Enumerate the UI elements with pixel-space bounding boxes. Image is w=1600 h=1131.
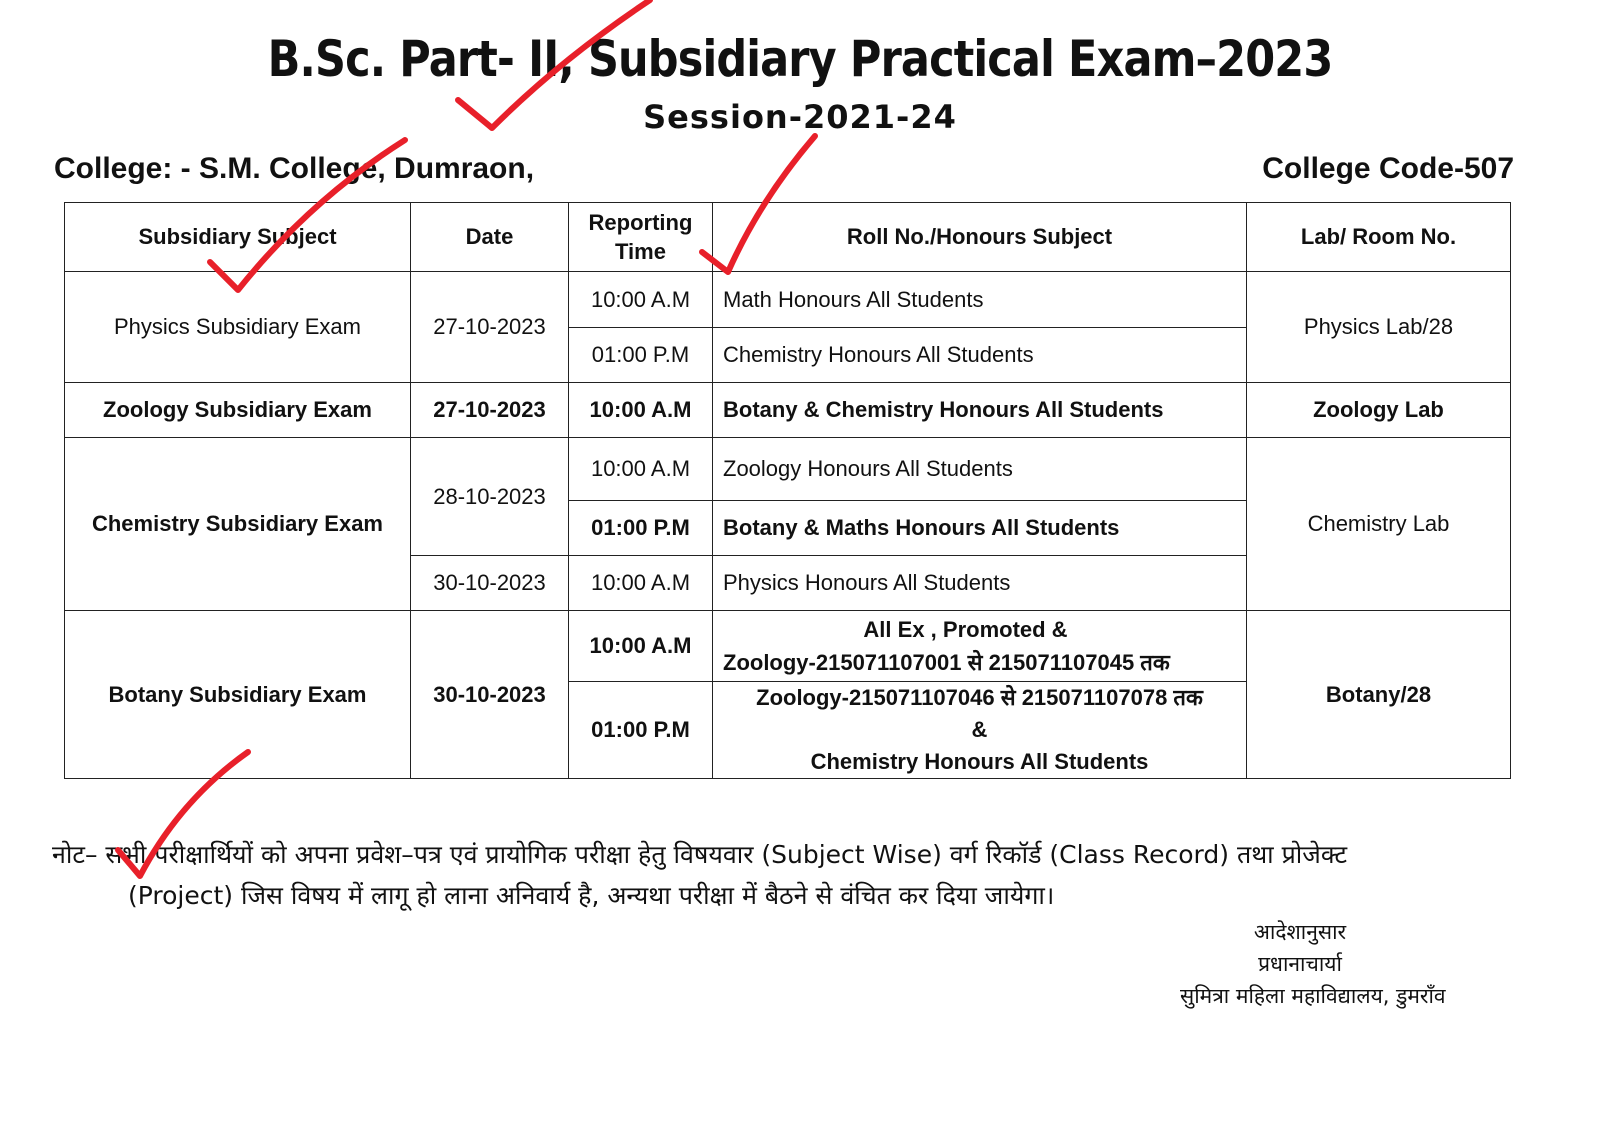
botany-lab: Botany/28 xyxy=(1247,611,1511,779)
signature-line-1: आदेशानुसार xyxy=(1253,920,1347,944)
header-time: Time xyxy=(615,239,666,264)
table-header-row xyxy=(65,203,1511,272)
signature-line-2: प्रधानाचार्या xyxy=(1258,952,1342,976)
chemistry-lab: Chemistry Lab xyxy=(1247,438,1511,611)
botany-roll-2 xyxy=(713,682,1247,779)
chemistry-date-1: 28-10-2023 xyxy=(411,438,569,556)
botany-roll-1-line2: Zoology-215071107001 से 215071107045 तक xyxy=(723,650,1170,675)
header-subject: Subsidiary Subject xyxy=(65,203,411,272)
zoology-roll: Botany & Chemistry Honours All Students xyxy=(713,383,1247,438)
botany-time-1: 10:00 A.M xyxy=(569,611,713,682)
chemistry-time-3: 10:00 A.M xyxy=(569,556,713,611)
note-line-2: (Project) जिस विषय में लागू हो लाना अनिवार्य है, अन्यथा परीक्षा में बैठने से वंचित कर दिया जायेगा। xyxy=(128,881,1055,910)
chemistry-time-1: 10:00 A.M xyxy=(569,438,713,501)
botany-time-2: 01:00 P.M xyxy=(569,682,713,779)
zoology-subject: Zoology Subsidiary Exam xyxy=(65,383,411,438)
zoology-date: 27-10-2023 xyxy=(411,383,569,438)
botany-roll-1-line1: All Ex , Promoted & xyxy=(863,617,1068,642)
physics-subject: Physics Subsidiary Exam xyxy=(65,272,411,383)
signature-line-3: सुमित्रा महिला महाविद्यालय, डुमराँव xyxy=(1180,984,1446,1008)
page-title: B.Sc. Part- II, Subsidiary Practical Exam–2023 xyxy=(267,30,1333,88)
zoology-lab: Zoology Lab xyxy=(1247,383,1511,438)
signature-block xyxy=(1180,916,1446,1012)
chemistry-roll-2: Botany & Maths Honours All Students xyxy=(713,501,1247,556)
physics-time-1: 10:00 A.M xyxy=(569,272,713,328)
physics-roll-2: Chemistry Honours All Students xyxy=(713,328,1247,383)
college-name: College: - S.M. College, Dumraon, xyxy=(54,152,535,185)
header-date: Date xyxy=(411,203,569,272)
physics-roll-1: Math Honours All Students xyxy=(713,272,1247,328)
header-reporting-time xyxy=(569,203,713,272)
chemistry-time-2: 01:00 P.M xyxy=(569,501,713,556)
college-code: College Code-507 xyxy=(1262,152,1514,185)
botany-subject: Botany Subsidiary Exam xyxy=(65,611,411,779)
botany-roll-2-line3: Chemistry Honours All Students xyxy=(810,749,1149,774)
note-paragraph xyxy=(52,834,1512,916)
session-label: Session-2021-24 xyxy=(643,98,957,136)
physics-date: 27-10-2023 xyxy=(411,272,569,383)
chemistry-roll-3: Physics Honours All Students xyxy=(713,556,1247,611)
chemistry-subject: Chemistry Subsidiary Exam xyxy=(65,438,411,611)
botany-roll-2-line2: & xyxy=(971,717,988,742)
table-row xyxy=(65,272,1511,328)
header-roll: Roll No./Honours Subject xyxy=(713,203,1247,272)
exam-schedule-table xyxy=(64,202,1511,779)
chemistry-roll-1: Zoology Honours All Students xyxy=(713,438,1247,501)
table-row xyxy=(65,383,1511,438)
header-reporting: Reporting xyxy=(588,210,693,235)
zoology-time: 10:00 A.M xyxy=(569,383,713,438)
physics-lab: Physics Lab/28 xyxy=(1247,272,1511,383)
botany-date: 30-10-2023 xyxy=(411,611,569,779)
physics-time-2: 01:00 P.M xyxy=(569,328,713,383)
botany-roll-1 xyxy=(713,611,1247,682)
table-row xyxy=(65,611,1511,682)
header-lab: Lab/ Room No. xyxy=(1247,203,1511,272)
table-row xyxy=(65,438,1511,501)
chemistry-date-2: 30-10-2023 xyxy=(411,556,569,611)
note-line-1: नोट– सभी परीक्षार्थियों को अपना प्रवेश–पत्र एवं प्रायोगिक परीक्षा हेतु विषयवार (Subject Wise) वर्ग रिकॉर्ड (Class Record) तथा प्रोजेक्ट xyxy=(52,840,1348,869)
botany-roll-2-line1: Zoology-215071107046 से 215071107078 तक xyxy=(756,685,1203,710)
